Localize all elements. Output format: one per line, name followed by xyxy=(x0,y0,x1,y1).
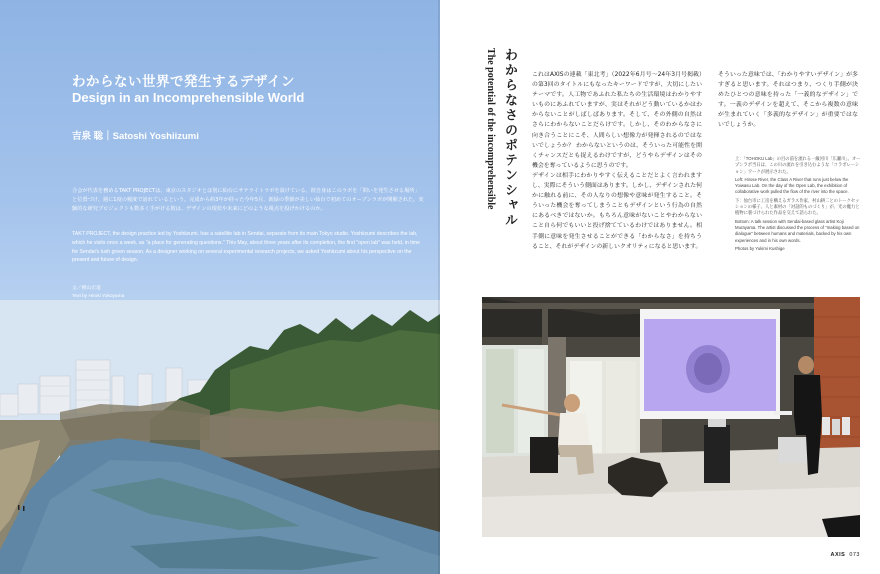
right-page xyxy=(440,0,880,574)
photo-captions xyxy=(735,156,863,254)
text-credit-ja: 文／横山宏道 xyxy=(72,286,101,291)
lead-paragraph-ja: 合会が代表を務めるTAKT PROJECTは、東京のスタジオとは別に仙台にサテライトラボを設けている。彼自身はこのラボを「問いを発生させる場所」と位置づけ、週に1度の頻度で訪れているという。完成から約3年が経った今年5月、新緑の季節が美しい仙台で初めてのオープンラボが開催された。実験的な研究プロジェクトも数多く手がける彼は、デザインの現状や未来にどのような視点を投げかけるのか。 xyxy=(72,188,424,213)
article-title-ja: わからない世界で発生するデザイン xyxy=(72,74,296,90)
folio-brand: AXIS xyxy=(830,552,846,558)
caption-photo-credit: Photos by Yukimi Kushige xyxy=(735,245,785,251)
caption-bottom-ja: 下：仙台市に工房を構えるガラス作家、村山耕二とのトークセッションの様子。人と素材の「対話的ものづくり」が、光の魔力と植物に裏づけられた作品を交えて語られた。 xyxy=(735,197,860,216)
talk-session-photo xyxy=(482,297,860,537)
folio-page-number: 073 xyxy=(849,552,860,558)
section-title-vertical-en: The potential of the incomprehensible xyxy=(485,48,496,210)
section-title-vertical-ja: わからなさのポテンシャル xyxy=(502,48,517,228)
author-name: 吉泉 聡｜Satoshi Yoshiizumi xyxy=(72,131,199,142)
text-credit-en: Text by Hiroki Yokoyama xyxy=(72,294,125,299)
text-credit xyxy=(72,285,124,301)
caption-top-en: Left: Hirose River, the Class A River that runs just below the Yoiwasu Lab. On the day of the Open Lab, the exhibition of collaborative work pulled the flow of the river into the space. xyxy=(735,176,849,195)
caption-bottom-en: Bottom: A talk session with Sendai-based glass artist Koji Murayama. The artist discussed the process of "making based on dialogue" between humans and materials, backed by his own experiences and in his own words. xyxy=(735,218,860,243)
body-text-column-1: これはAXISの連載「東北考」（2022年6月号〜24年3月号掲載）の第3回のタイトルにもなったキーワードですが、大切にしたいテーマです。人工物であふれた私たちの生活環境はわかりやすいものにあふれていますが、実はそれがどう動いているかはわからないことがしばしばあります。そして、その外側の自然はさらにわからないことだらけです。しかし、そのわからなさに向き合うことにこそ、人間らしい想像力が発揮されるのではないでしょうか？ わからないというのは、そういった可能性を開くチャンスだとも捉えるわけですが、どうやらデザインはその機会を奪っているように思うのです。 デザインは相手にわかりやすく伝えることだとよく言われますし、実際にそういう側面はあります。しかし、デザインされた何かに触れる前に、その人なりの想像や意味が発生すること。そういった機会を奪ってしまうこともデザインという行為の自然にあるべきではないか。もちろん意味がないことやわからないこと自ら何でもいいと投げ捨てているわけではありません。相手側に意味を発生させることができる「わからなさ」を持ちうること、それがデザインの新しいクオリティになると思います。 xyxy=(532,72,702,250)
caption-top-ja: 上：「TOHOKU Lab」の目の前を流れる一級河川「広瀬川」。オープンラボ当日は、この川の流れを引き込むような「コラボレーション」ワークが展示された。 xyxy=(735,156,861,174)
page-folio xyxy=(830,552,860,558)
lead-paragraph-en: TAKT PROJECT, the design practice led by Yoshiizumi, has a satellite lab in Sendai, separate from its main Tokyo studio. Yoshiizumi describes the lab, which he visits once a week, as "a place for generating questions." This May, about three years after its completion, the first "open lab" was held, in time for Sendai's lush green season. As a designer working on several experimental research projects, we asked Yoshiizumi about his perspective on the present and future of design. xyxy=(72,231,420,264)
body-text-column-2: そういった意味では、「わかりやすいデザイン」が多すぎると思います。それはつまり、つくり手側が決めたひとつの意味を持った「一義的なデザイン」です。一義のデザインを超えて、そこから複数の意味が生まれていく「多義的なデザイン」が重要ではないでしょうか。 xyxy=(718,72,858,129)
river-landscape-photo xyxy=(0,300,440,574)
article-title-en: Design in an Incomprehensible World xyxy=(72,90,305,105)
